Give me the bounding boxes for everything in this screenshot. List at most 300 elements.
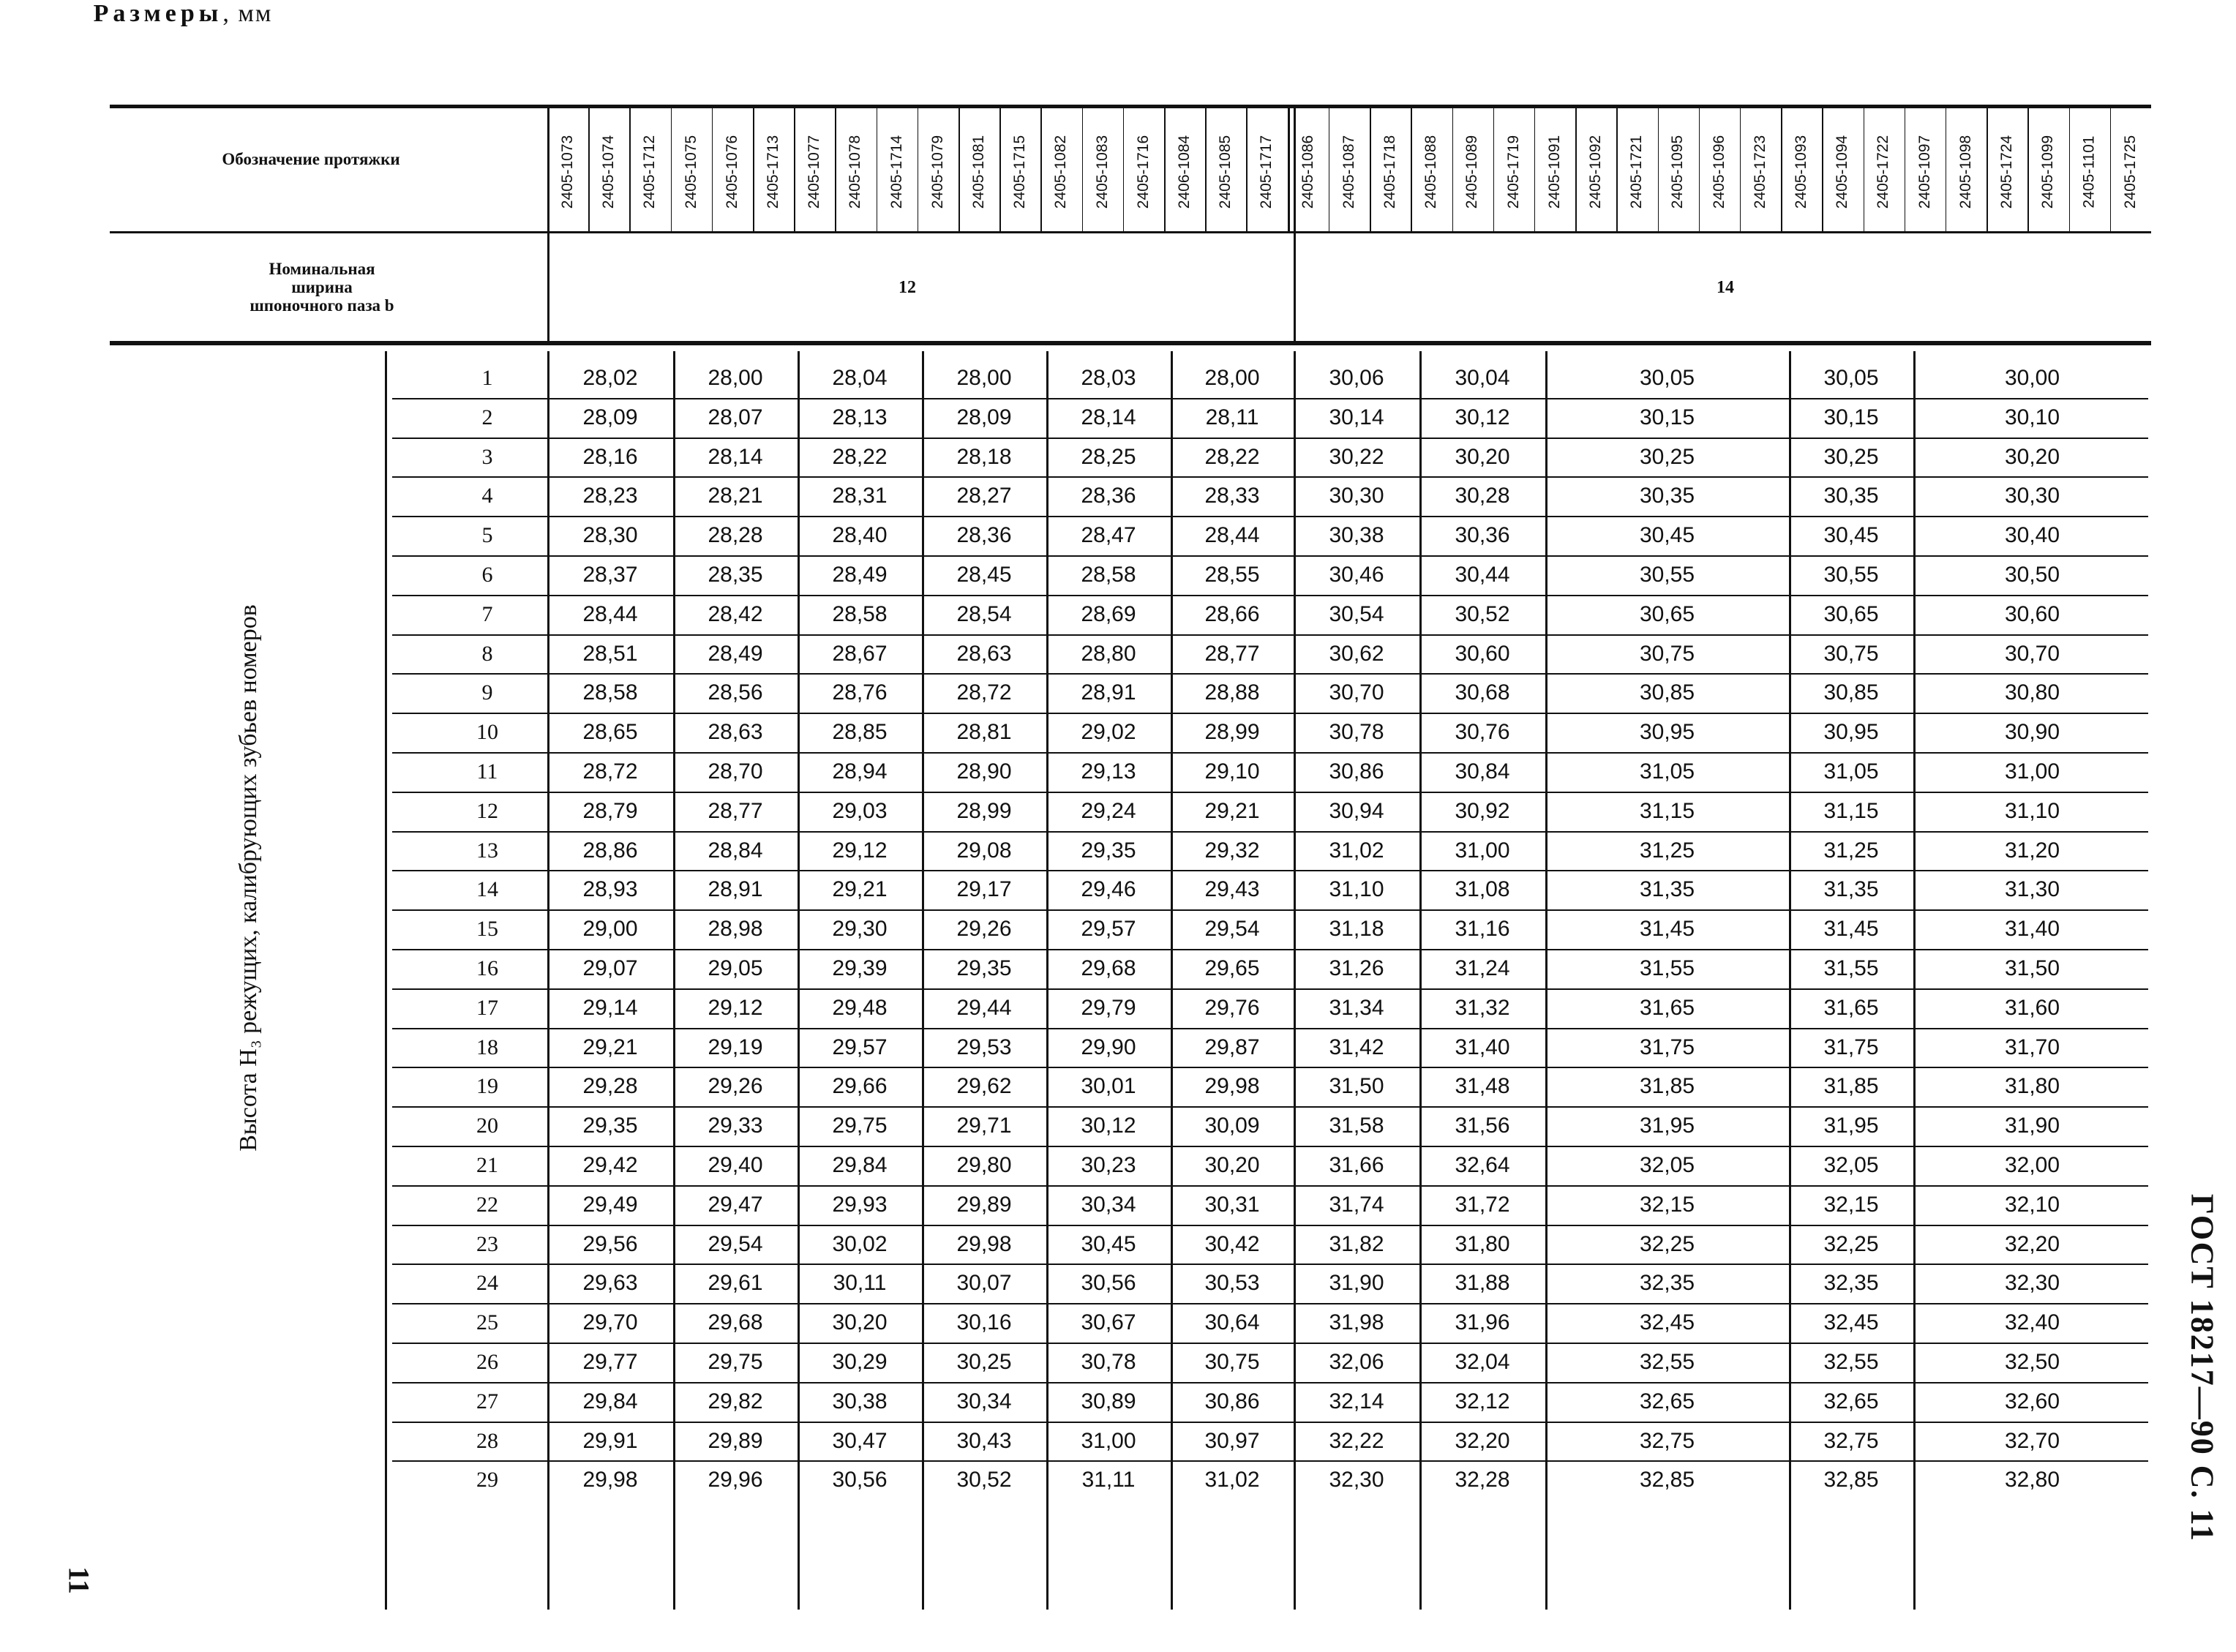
table-cell: 29,53 — [956, 1035, 1012, 1059]
row-number: 25 — [476, 1310, 498, 1335]
table-cell: 28,40 — [832, 523, 888, 548]
table-cell: 29,54 — [1204, 917, 1260, 942]
table-row-line — [392, 1343, 2148, 1344]
table-cell: 29,12 — [832, 838, 888, 863]
designation-code-text: 2405-1082 — [1052, 135, 1070, 209]
designation-code — [1740, 110, 1781, 234]
designation-code-text: 2405-1076 — [723, 135, 740, 209]
designation-code-text: 2405-1093 — [1793, 135, 1810, 209]
table-cell: 28,93 — [582, 877, 638, 902]
table-row-line — [392, 1382, 2148, 1383]
designation-code-text: 2405-1715 — [1011, 135, 1029, 209]
table-cell: 30,45 — [1081, 1231, 1136, 1256]
table-cell: 32,10 — [2004, 1192, 2060, 1217]
code-separator — [2110, 108, 2112, 231]
designation-code-text: 2405-1074 — [600, 135, 618, 209]
table-cell: 30,25 — [956, 1350, 1012, 1374]
table-cell: 29,30 — [832, 917, 888, 942]
table-cell: 29,89 — [708, 1428, 763, 1453]
designation-code-text: 2405-1094 — [1834, 135, 1851, 209]
row-number: 13 — [476, 838, 498, 863]
table-cell: 28,51 — [582, 641, 638, 666]
table-cell: 29,98 — [582, 1468, 638, 1493]
header-top-rule — [110, 105, 2151, 108]
table-cell: 30,28 — [1455, 484, 1510, 508]
table-cell: 30,05 — [1823, 366, 1879, 390]
table-cell: 30,35 — [1639, 484, 1695, 508]
table-cell: 29,68 — [708, 1310, 763, 1335]
table-cell: 32,20 — [2004, 1231, 2060, 1256]
designation-code — [712, 110, 753, 234]
code-separator — [753, 108, 754, 231]
table-cell: 31,25 — [1823, 838, 1879, 863]
table-cell: 30,94 — [1329, 798, 1384, 823]
table-cell: 30,14 — [1329, 405, 1384, 429]
table-cell: 30,95 — [1639, 720, 1695, 745]
table-cell: 31,96 — [1455, 1310, 1510, 1335]
table-cell: 28,65 — [582, 720, 638, 745]
table-cell: 31,25 — [1639, 838, 1695, 863]
table-cell: 29,77 — [582, 1350, 638, 1374]
table-cell: 29,75 — [832, 1114, 888, 1138]
table-cell: 31,50 — [1329, 1074, 1384, 1099]
table-cell: 28,54 — [956, 601, 1012, 626]
designation-code — [1699, 110, 1740, 234]
table-cell: 30,12 — [1455, 405, 1510, 429]
row-number: 8 — [481, 641, 493, 666]
table-cell: 31,70 — [2004, 1035, 2060, 1059]
table-cell: 28,22 — [832, 444, 888, 469]
table-cell: 30,70 — [2004, 641, 2060, 666]
width-label-line1: Номинальная — [269, 260, 375, 278]
table-cell: 28,58 — [1081, 563, 1136, 587]
designation-code — [1082, 110, 1123, 234]
designation-code — [1575, 110, 1616, 234]
row-number: 6 — [481, 563, 493, 587]
table-cell: 30,45 — [1823, 523, 1879, 548]
table-cell: 29,98 — [956, 1231, 1012, 1256]
table-row-line — [392, 1106, 2148, 1108]
table-cell: 28,21 — [708, 484, 763, 508]
table-cell: 29,70 — [582, 1310, 638, 1335]
table-cell: 30,90 — [2004, 720, 2060, 745]
designation-code-text: 2405-1098 — [1957, 135, 1975, 209]
code-separator — [671, 108, 672, 231]
table-cell: 29,54 — [708, 1231, 763, 1256]
designation-code-text: 2405-1077 — [806, 135, 823, 209]
table-cell: 30,47 — [832, 1428, 888, 1453]
designation-code-text: 2406-1084 — [1176, 135, 1193, 209]
code-separator — [1616, 108, 1618, 231]
table-cell: 28,22 — [1204, 444, 1260, 469]
table-row-line — [392, 988, 2148, 990]
table-cell: 28,63 — [956, 641, 1012, 666]
table-cell: 28,13 — [832, 405, 888, 429]
code-separator — [1205, 108, 1207, 231]
table-cell: 29,35 — [1081, 838, 1136, 863]
table-cell: 30,40 — [2004, 523, 2060, 548]
table-cell: 31,11 — [1081, 1468, 1136, 1493]
table-cell: 28,37 — [582, 563, 638, 587]
row-number: 7 — [481, 601, 493, 626]
table-cell: 29,10 — [1204, 759, 1260, 784]
table-cell: 30,45 — [1639, 523, 1695, 548]
code-separator — [629, 108, 631, 231]
designation-code-text: 2405-1721 — [1628, 135, 1646, 209]
table-cell: 32,15 — [1639, 1192, 1695, 1217]
table-cell: 32,28 — [1455, 1468, 1510, 1493]
row-number: 15 — [476, 917, 498, 942]
table-cell: 32,30 — [2004, 1271, 2060, 1296]
width-group-separator — [1294, 108, 1296, 341]
table-cell: 29,35 — [582, 1114, 638, 1138]
table-cell: 29,02 — [1081, 720, 1136, 745]
table-cell: 30,04 — [1455, 366, 1510, 390]
designation-code-text: 2405-1079 — [928, 135, 946, 209]
designation-code-text: 2405-1075 — [682, 135, 699, 209]
table-cell: 29,21 — [832, 877, 888, 902]
table-cell: 29,57 — [1081, 917, 1136, 942]
table-cell: 29,49 — [582, 1192, 638, 1217]
designation-text: Обозначение протяжки — [222, 150, 400, 168]
table-cell: 28,00 — [956, 366, 1012, 390]
table-cell: 30,78 — [1081, 1350, 1136, 1374]
row-number: 2 — [481, 405, 493, 429]
designation-code-text: 2405-1718 — [1381, 135, 1399, 209]
code-separator — [1946, 108, 1947, 231]
table-row-line — [392, 1185, 2148, 1187]
table-cell: 30,85 — [1823, 680, 1879, 705]
designation-code-text: 2405-1078 — [847, 135, 864, 209]
table-cell: 30,10 — [2004, 405, 2060, 429]
table-cell: 30,55 — [1823, 563, 1879, 587]
table-cell: 30,15 — [1823, 405, 1879, 429]
table-cell: 31,00 — [1455, 838, 1510, 863]
table-cell: 30,38 — [1329, 523, 1384, 548]
table-cell: 30,52 — [1455, 601, 1510, 626]
code-separator — [1781, 108, 1782, 231]
table-cell: 30,76 — [1455, 720, 1510, 745]
table-cell: 31,18 — [1329, 917, 1384, 942]
table-cell: 32,35 — [1639, 1271, 1695, 1296]
row-number: 22 — [476, 1192, 498, 1217]
title-unit: , мм — [222, 0, 273, 27]
table-cell: 31,82 — [1329, 1231, 1384, 1256]
table-cell: 28,04 — [832, 366, 888, 390]
table-cell: 31,15 — [1823, 798, 1879, 823]
designation-code-text: 2405-1096 — [1710, 135, 1727, 209]
designation-code-text: 2405-1717 — [1258, 135, 1275, 209]
designation-code — [588, 110, 629, 234]
table-row-line — [392, 673, 2148, 675]
table-cell: 32,75 — [1823, 1428, 1879, 1453]
table-cell: 30,75 — [1204, 1350, 1260, 1374]
table-cell: 30,42 — [1204, 1231, 1260, 1256]
table-row-line — [392, 792, 2148, 793]
table-cell: 29,28 — [582, 1074, 638, 1099]
table-cell: 32,55 — [1639, 1350, 1695, 1374]
table-row-line — [392, 1422, 2148, 1423]
table-cell: 30,92 — [1455, 798, 1510, 823]
table-cell: 31,65 — [1639, 995, 1695, 1020]
table-cell: 29,12 — [708, 995, 763, 1020]
designation-code — [918, 110, 958, 234]
table-cell: 31,85 — [1823, 1074, 1879, 1099]
table-cell: 28,91 — [1081, 680, 1136, 705]
designation-code-text: 2405-1089 — [1463, 135, 1481, 209]
table-cell: 30,67 — [1081, 1310, 1136, 1335]
page-number: 11 — [62, 1566, 96, 1594]
table-cell: 29,61 — [708, 1271, 763, 1296]
table-cell: 30,70 — [1329, 680, 1384, 705]
table-row-line — [392, 1028, 2148, 1029]
table-cell: 31,08 — [1455, 877, 1510, 902]
designation-code-text: 2405-1083 — [1093, 135, 1111, 209]
table-cell: 28,99 — [956, 798, 1012, 823]
row-number: 9 — [481, 680, 493, 705]
table-cell: 32,40 — [2004, 1310, 2060, 1335]
table-cell: 28,44 — [1204, 523, 1260, 548]
table-cell: 31,10 — [1329, 877, 1384, 902]
table-cell: 31,00 — [2004, 759, 2060, 784]
row-number: 3 — [481, 444, 493, 469]
table-cell: 29,65 — [1204, 956, 1260, 980]
designation-code — [1411, 110, 1452, 234]
designation-code-text: 2405-1714 — [888, 135, 905, 209]
table-cell: 30,80 — [2004, 680, 2060, 705]
table-cell: 29,33 — [708, 1114, 763, 1138]
table-cell: 29,47 — [708, 1192, 763, 1217]
table-cell: 30,30 — [2004, 484, 2060, 508]
table-cell: 32,50 — [2004, 1350, 2060, 1374]
designation-code-text: 2405-1713 — [765, 135, 782, 209]
table-cell: 29,91 — [582, 1428, 638, 1453]
table-cell: 30,60 — [1455, 641, 1510, 666]
table-row-line — [392, 949, 2148, 950]
table-cell: 31,10 — [2004, 798, 2060, 823]
code-separator — [2027, 108, 2029, 231]
row-number: 4 — [481, 484, 493, 508]
table-cell: 31,02 — [1204, 1468, 1260, 1493]
table-cell: 31,45 — [1823, 917, 1879, 942]
designation-code-text: 2405-1725 — [2121, 135, 2139, 209]
table-cell: 32,06 — [1329, 1350, 1384, 1374]
table-cell: 28,67 — [832, 641, 888, 666]
table-cell: 30,64 — [1204, 1310, 1260, 1335]
table-cell: 31,05 — [1639, 759, 1695, 784]
table-cell: 29,87 — [1204, 1035, 1260, 1059]
header-bottom-rule — [110, 341, 2151, 345]
table-cell: 31,90 — [1329, 1271, 1384, 1296]
table-cell: 30,43 — [956, 1428, 1012, 1453]
width-label-line2: ширина — [291, 278, 353, 296]
row-number: 23 — [476, 1231, 498, 1256]
table-cell: 29,84 — [582, 1389, 638, 1413]
table-cell: 29,80 — [956, 1153, 1012, 1177]
table-cell: 28,44 — [582, 601, 638, 626]
row-number: 27 — [476, 1389, 498, 1413]
gost-footer: ГОСТ 18217—90 С. 11 — [2184, 1193, 2221, 1543]
designation-code-text: 2405-1087 — [1340, 135, 1357, 209]
table-cell: 30,20 — [832, 1310, 888, 1335]
table-cell: 28,77 — [1204, 641, 1260, 666]
table-cell: 30,65 — [1639, 601, 1695, 626]
table-cell: 32,45 — [1823, 1310, 1879, 1335]
table-cell: 29,21 — [582, 1035, 638, 1059]
designation-code — [1658, 110, 1699, 234]
table-row-line — [392, 1067, 2148, 1068]
designation-code-text: 2405-1092 — [1587, 135, 1605, 209]
table-cell: 29,68 — [1081, 956, 1136, 980]
row-number: 5 — [481, 523, 493, 548]
table-cell: 30,31 — [1204, 1192, 1260, 1217]
designation-code-text: 2405-1719 — [1504, 135, 1522, 209]
table-cell: 30,53 — [1204, 1271, 1260, 1296]
code-separator — [1864, 108, 1865, 231]
table-row-line — [392, 398, 2148, 399]
table-cell: 28,00 — [708, 366, 763, 390]
table-cell: 29,62 — [956, 1074, 1012, 1099]
designation-code-text: 2405-1081 — [970, 135, 988, 209]
table-cell: 32,85 — [1639, 1468, 1695, 1493]
table-cell: 31,80 — [2004, 1074, 2060, 1099]
table-cell: 32,04 — [1455, 1350, 1510, 1374]
table-cell: 28,31 — [832, 484, 888, 508]
table-cell: 32,05 — [1823, 1153, 1879, 1177]
table-cell: 28,58 — [582, 680, 638, 705]
title-text: Размеры — [93, 0, 223, 27]
designation-code — [1905, 110, 1946, 234]
code-separator — [2069, 108, 2071, 231]
designation-code-text: 2405-1085 — [1217, 135, 1234, 209]
designation-code — [1534, 110, 1575, 234]
table-cell: 30,56 — [832, 1468, 888, 1493]
designation-code — [1164, 110, 1205, 234]
code-separator — [712, 108, 713, 231]
designation-label — [220, 150, 402, 168]
table-cell: 29,07 — [582, 956, 638, 980]
row-number: 16 — [476, 956, 498, 980]
designation-code — [629, 110, 670, 234]
table-cell: 28,35 — [708, 563, 763, 587]
table-cell: 30,00 — [2004, 366, 2060, 390]
table-cell: 28,63 — [708, 720, 763, 745]
designation-code-text: 2405-1723 — [1752, 135, 1769, 209]
code-separator — [1246, 108, 1248, 231]
table-cell: 28,58 — [832, 601, 888, 626]
table-row-line — [392, 1460, 2148, 1462]
code-separator — [1822, 108, 1823, 231]
table-cell: 32,75 — [1639, 1428, 1695, 1453]
table-cell: 31,74 — [1329, 1192, 1384, 1217]
table-cell: 31,75 — [1639, 1035, 1695, 1059]
table-cell: 29,40 — [708, 1153, 763, 1177]
table-cell: 30,54 — [1329, 601, 1384, 626]
table-cell: 30,06 — [1329, 366, 1384, 390]
table-row-line — [392, 1225, 2148, 1226]
table-cell: 29,26 — [956, 917, 1012, 942]
table-cell: 28,66 — [1204, 601, 1260, 626]
row-number: 19 — [476, 1074, 498, 1099]
code-separator — [835, 108, 836, 231]
table-cell: 31,95 — [1639, 1114, 1695, 1138]
table-cell: 28,55 — [1204, 563, 1260, 587]
table-cell: 31,26 — [1329, 956, 1384, 980]
table-cell: 28,28 — [708, 523, 763, 548]
designation-code — [1370, 110, 1411, 234]
table-row-line — [392, 516, 2148, 517]
table-cell: 30,23 — [1081, 1153, 1136, 1177]
designation-code-text: 2405-1722 — [1875, 135, 1892, 209]
table-cell: 30,62 — [1329, 641, 1384, 666]
table-cell: 28,25 — [1081, 444, 1136, 469]
table-cell: 31,35 — [1639, 877, 1695, 902]
code-separator — [918, 108, 919, 231]
table-cell: 28,79 — [582, 798, 638, 823]
table-cell: 30,46 — [1329, 563, 1384, 587]
table-cell: 29,93 — [832, 1192, 888, 1217]
code-separator — [1986, 108, 1988, 231]
table-cell: 31,32 — [1455, 995, 1510, 1020]
table-cell: 30,86 — [1329, 759, 1384, 784]
table-cell: 28,76 — [832, 680, 888, 705]
table-cell: 32,05 — [1639, 1153, 1695, 1177]
table-cell: 29,21 — [1204, 798, 1260, 823]
designation-code — [1452, 110, 1493, 234]
table-cell: 29,17 — [956, 877, 1012, 902]
table-cell: 30,20 — [1455, 444, 1510, 469]
table-cell: 32,70 — [2004, 1428, 2060, 1453]
designation-code-text: 2405-1073 — [559, 135, 577, 209]
table-cell: 31,35 — [1823, 877, 1879, 902]
table-cell: 28,02 — [582, 366, 638, 390]
table-cell: 31,40 — [2004, 917, 2060, 942]
table-cell: 29,79 — [1081, 995, 1136, 1020]
width-value-14: 14 — [1717, 278, 1734, 297]
code-separator — [1164, 108, 1166, 231]
designation-code-text: 2405-1088 — [1422, 135, 1440, 209]
table-cell: 30,55 — [1639, 563, 1695, 587]
designation-code — [1329, 110, 1370, 234]
table-cell: 29,96 — [708, 1468, 763, 1493]
table-cell: 30,07 — [956, 1271, 1012, 1296]
table-cell: 30,52 — [956, 1468, 1012, 1493]
table-cell: 30,65 — [1823, 601, 1879, 626]
code-separator — [1288, 108, 1290, 231]
table-cell: 30,38 — [832, 1389, 888, 1413]
table-cell: 28,56 — [708, 680, 763, 705]
table-cell: 30,56 — [1081, 1271, 1136, 1296]
table-cell: 30,34 — [1081, 1192, 1136, 1217]
table-row-line — [392, 909, 2148, 911]
table-cell: 29,46 — [1081, 877, 1136, 902]
table-cell: 28,09 — [956, 405, 1012, 429]
table-cell: 28,99 — [1204, 720, 1260, 745]
designation-code-text: 2405-1097 — [1916, 135, 1933, 209]
table-cell: 31,48 — [1455, 1074, 1510, 1099]
table-cell: 28,77 — [708, 798, 763, 823]
table-row-line — [392, 1264, 2148, 1265]
row-number: 24 — [476, 1271, 498, 1296]
table-cell: 29,66 — [832, 1074, 888, 1099]
table-cell: 31,34 — [1329, 995, 1384, 1020]
code-separator — [1329, 108, 1330, 231]
designation-code — [1864, 110, 1905, 234]
code-separator — [588, 108, 590, 231]
table-cell: 30,20 — [1204, 1153, 1260, 1177]
designation-code-text: 2405-1101 — [2080, 135, 2098, 209]
table-cell: 31,16 — [1455, 917, 1510, 942]
